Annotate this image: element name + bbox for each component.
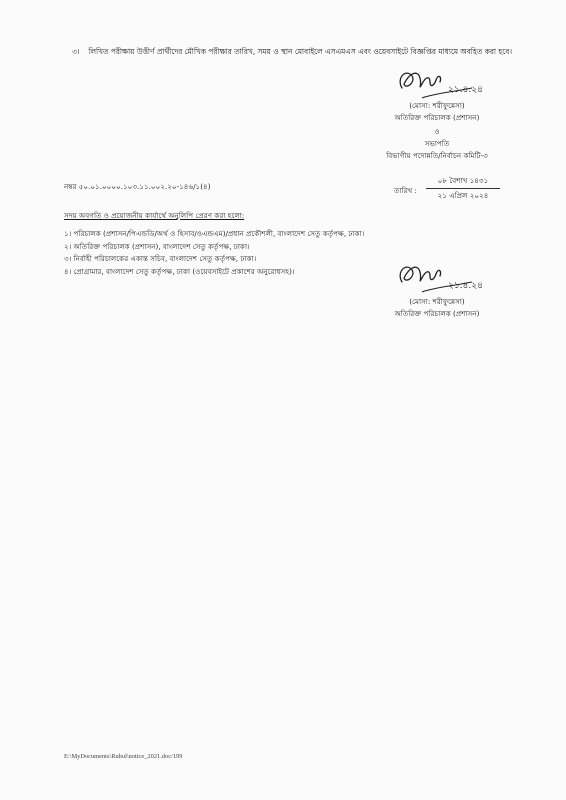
signatory-role: সভাপতি [424,139,450,148]
signatory-designation: অতিরিক্ত পরিচালক (প্রশাসন) [394,113,480,122]
handwritten-signature-1 [392,64,492,104]
date-label: তারিখ : [394,186,417,195]
signature-date: ২১.৪.২৪ [448,281,483,291]
signatory-name: (মোসা: শরীফুন্নেসা) [409,297,465,306]
list-item: ৩। নির্বাহী পরিচালকের একান্ত সচিব, বাংলাদেশ সেতু কর্তৃপক্ষ, ঢাকা। [64,254,257,263]
footer-file-path: E:\MyDocuments\Ruhul\notice_2021.doc/199 [64,753,183,760]
date-gregorian: ২১ এপ্রিল ২০২৪ [426,188,500,201]
date-bangla: ০৮ বৈশাখ ১৪৩১ [437,176,489,185]
list-item: ৪। প্রোগ্রামার, বাংলাদেশ সেতু কর্তৃপক্ষ, ঢাকা (ওয়েবসাইটে প্রকাশের অনুরোধসহ)। [64,266,295,276]
list-item: ২। অতিরিক্ত পরিচালক (প্রশাসন), বাংলাদেশ সেতু কর্তৃপক্ষ, ঢাকা। [64,241,250,251]
paragraph-number: ৩। [72,47,80,56]
signatory-1 [362,100,512,162]
date-block [426,176,500,201]
paragraph-text: লিখিত পরীক্ষায় উত্তীর্ণ প্রার্থীদের মৌখিক পরীক্ষার তারিখ, সময় ও স্থান মোবাইলে এসএমএস এবং ওয়েবসাইটে বিজ্ঞপ্তির মাধ্যমে অবহিত করা হবে। [88,47,513,56]
memo-number: নম্বর ৫০.০১.০০০০.১০৩.১১.০০২.২০-১৪৬/১(৪) [64,182,211,191]
signatory-and: ও [434,127,440,136]
signatory-designation: অতিরিক্ত পরিচালক (প্রশাসন) [394,309,480,318]
signatory-name: (মোসা: শরীফুন্নেসা) [409,101,465,110]
copy-heading: সদয় অবগতি ও প্রয়োজনীয় কার্যার্থে অনুলিপি প্রেরণ করা হলো: [64,211,245,220]
paragraph-3 [66,44,516,59]
signatory-committee: বিভাগীয় পদোন্নতি/নির্বাচন কমিটি-৩ [386,151,488,160]
signature-date: ২১.৪.২৪ [448,85,483,95]
handwritten-signature-2 [392,258,492,298]
signatory-2 [362,296,512,320]
copy-list [64,228,364,278]
list-item: ১। পরিচালক (প্রশাসন/পিএন্ডডি/অর্থ ও হিসাব/ওএন্ডএম)/প্রধান প্রকৌশলী, বাংলাদেশ সেতু কর্তৃপক্ষ, ঢাকা। [64,229,365,238]
